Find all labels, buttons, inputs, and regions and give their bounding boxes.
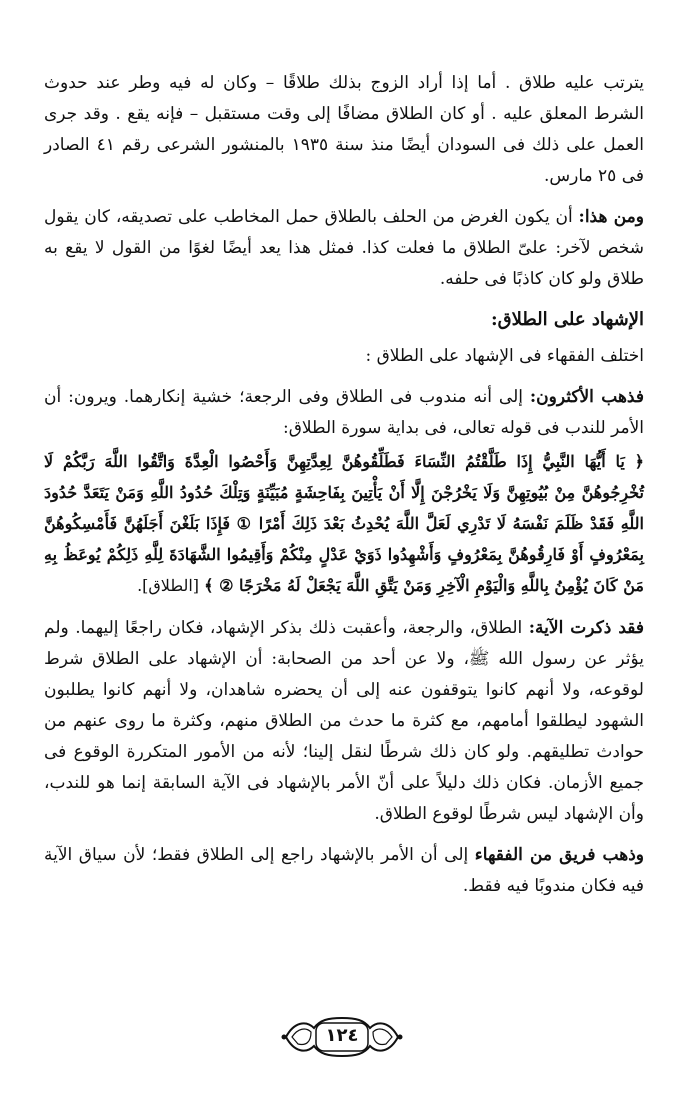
paragraph-2-text: أن يكون الغرض من الحلف بالطلاق حمل المخاطب على تصديقه، كان يقول شخص لآخر: علىّ الطلاق ما فعلت كذا. فمثل هذا يعد أيضًا لغوًا من القول لا يقع به طلاق ولو كان كاذبًا فى حلفه.: [44, 207, 644, 289]
paragraph-5-text: الطلاق، والرجعة، وأعقبت ذلك بذكر الإشهاد، فكان راجعًا إليهما. ولم يؤثر عن رسول الله ﷺ، ولا عن أحد من الصحابة: أن الإشهاد على الطلاق شرط لوقوعه، ولا أنهم كانوا يتوقفون عنه إلى أن يحضره شاهدان، ولا أنهم كانوا يطلبون الشهود ليطلقوا أمامهم، مع كثرة ما حدث من الطلاق منهم، وكثرة ما روى عنهم من حوادث تطليقهم. ولو كان ذلك شرطًا لنقل إلينا؛ لأنه من الأمور المتكررة الوقوع فى جميع الأزمان. فكان ذلك دليلاً على أنّ الأمر بالإشهاد فى الآية السابقة إنما هو للندب، وأن الإشهاد ليس شرطًا لوقوع الطلاق.: [44, 618, 644, 824]
section-heading: الإشهاد على الطلاق:: [491, 309, 644, 330]
verse-reference: [الطلاق].: [137, 576, 205, 595]
paragraph-5: [44, 613, 644, 830]
paragraph-4-lead: فذهب الأكثرون:: [529, 387, 644, 407]
paragraph-6-lead: وذهب فريق من الفقهاء: [474, 845, 644, 865]
paragraph-2: [44, 202, 644, 295]
verse-text: ﴿ يَا أَيُّهَا النَّبِيُّ إِذَا طَلَّقْتُمُ النِّسَاءَ فَطَلِّقُوهُنَّ لِعِدَّتِهِنَّ وَأَحْصُوا الْعِدَّةَ وَاتَّقُوا اللَّهَ رَبَّكُمْ لَا تُخْرِجُوهُنَّ مِنْ بُيُوتِهِنَّ وَلَا يَخْرُجْنَ إِلَّا أَنْ يَأْتِينَ بِفَاحِشَةٍ مُبَيِّنَةٍ وَتِلْكَ حُدُودُ اللَّهِ وَمَنْ يَتَعَدَّ حُدُودَ اللَّهِ فَقَدْ ظَلَمَ نَفْسَهُ لَا تَدْرِي لَعَلَّ اللَّهَ يُحْدِثُ بَعْدَ ذَلِكَ أَمْرًا ① فَإِذَا بَلَغْنَ أَجَلَهُنَّ فَأَمْسِكُوهُنَّ بِمَعْرُوفٍ أَوْ فَارِقُوهُنَّ بِمَعْرُوفٍ وَأَشْهِدُوا ذَوَيْ عَدْلٍ مِنْكُمْ وَأَقِيمُوا الشَّهَادَةَ لِلَّهِ ذَلِكُمْ يُوعَظُ بِهِ مَنْ كَانَ يُؤْمِنُ بِاللَّهِ وَالْيَوْمِ الْآخِرِ وَمَنْ يَتَّقِ اللَّهَ يَجْعَلْ لَهُ مَخْرَجًا ② ﴾: [44, 452, 644, 595]
page-footer: [0, 1012, 684, 1062]
page-number: ١٢٤: [325, 1025, 359, 1046]
paragraph-2-lead: ومن هذا:: [578, 207, 645, 227]
paragraph-1: [44, 68, 644, 192]
quran-verse: [44, 446, 644, 601]
paragraph-4: [44, 382, 644, 444]
paragraph-3: اختلف الفقهاء فى الإشهاد على الطلاق :: [365, 346, 644, 366]
paragraph-6: [44, 840, 644, 902]
paragraph-4-text: إلى أنه مندوب فى الطلاق وفى الرجعة؛ خشية إنكارهما. ويرون: أن الأمر للندب فى قوله تعالى، فى بداية سورة الطلاق:: [44, 387, 644, 438]
paragraph-6-text: إلى أن الأمر بالإشهاد راجع إلى الطلاق فقط؛ لأن سياق الآية فيه فكان مندوبًا فيه فقط.: [44, 845, 644, 896]
paragraph-1-text: يترتب عليه طلاق . أما إذا أراد الزوج بذلك طلاقًا – وكان له فيه وطر عند حدوث الشرط المعلق عليه . أو كان الطلاق مضافًا إلى وقت مستقبل – فإنه يقع . وقد جرى العمل على ذلك فى السودان أيضًا منذ سنة ١٩٣٥ بالمنشور الشرعى رقم ٤١ الصادر فى ٢٥ مارس.: [44, 73, 644, 186]
page-body: [44, 68, 644, 912]
paragraph-5-lead: فقد ذكرت الآية:: [528, 618, 645, 638]
